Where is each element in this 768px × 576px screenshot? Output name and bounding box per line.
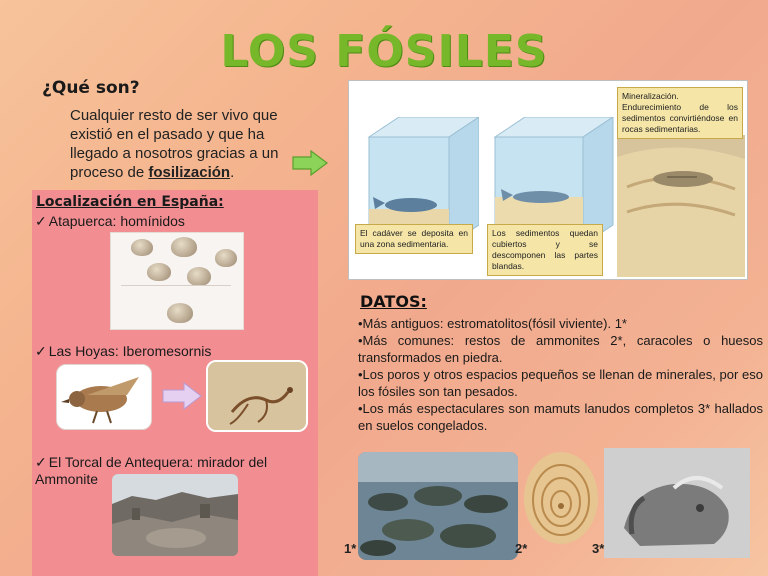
que-son-body: Cualquier resto de ser vivo que existió en el pasado y que ha llegado a nosotros gracias a un proceso de bbox=[70, 107, 279, 181]
label-stage-1: El cadáver se deposita en una zona sedimentaria. bbox=[355, 224, 473, 254]
skull-icon bbox=[171, 237, 197, 257]
checkmark-icon: ✓ bbox=[35, 454, 47, 470]
loc-item-label: Atapuerca: homínidos bbox=[48, 213, 185, 229]
hominid-skulls-image bbox=[110, 232, 244, 330]
datos-heading: DATOS: bbox=[360, 292, 427, 311]
ammonite-image bbox=[520, 446, 602, 550]
skull-icon bbox=[131, 239, 153, 256]
right-arrow-icon bbox=[292, 150, 328, 176]
divider bbox=[121, 285, 231, 286]
torcal-rocks-image bbox=[112, 474, 238, 556]
datos-list bbox=[358, 315, 763, 434]
mammoth-image bbox=[604, 448, 750, 558]
datos-item: •Los poros y otros espacios pequeños se llenan de minerales, por eso los fósiles son tan pesados. bbox=[358, 367, 763, 399]
arrow-icon bbox=[162, 382, 202, 410]
spain-heading: Localización en España: bbox=[36, 194, 224, 210]
photo-label-2: 2* bbox=[515, 541, 528, 556]
skull-icon bbox=[167, 303, 193, 323]
label-stage-2: Los sedimentos quedan cubiertos y se descomponen las partes blandas. bbox=[487, 224, 603, 276]
slide-title: LOS FÓSILES bbox=[220, 26, 548, 77]
skull-icon bbox=[147, 263, 171, 281]
que-son-text bbox=[70, 106, 305, 182]
skull-icon bbox=[215, 249, 237, 267]
loc-item-label: Las Hoyas: Iberomesornis bbox=[48, 343, 212, 359]
stromatolites-image bbox=[358, 452, 518, 560]
stage-3-illustration bbox=[617, 117, 745, 277]
loc-item-label: El Torcal de Antequera: mirador del Ammonite bbox=[35, 454, 268, 487]
bird-fossil-image bbox=[206, 360, 308, 432]
datos-item: •Más antiguos: estromatolitos(fósil viviente). 1* bbox=[358, 316, 627, 331]
photo-label-1: 1* bbox=[344, 541, 357, 556]
loc-item-atapuerca bbox=[35, 213, 185, 230]
skull-icon bbox=[187, 267, 211, 286]
checkmark-icon: ✓ bbox=[35, 213, 47, 229]
photo-label-3: 3* bbox=[592, 541, 605, 556]
datos-item: •Más comunes: restos de ammonites 2*, caracoles o huesos transformados en piedra. bbox=[358, 333, 763, 365]
que-son-heading: ¿Qué son? bbox=[42, 78, 140, 98]
bird-reconstruction-image bbox=[56, 364, 152, 430]
loc-item-las-hoyas bbox=[35, 343, 211, 360]
que-son-period: . bbox=[230, 164, 235, 181]
fosilizacion-term: fosilización bbox=[148, 164, 231, 181]
datos-item: •Los más espectaculares son mamuts lanudos completos 3* hallados en suelos congelados. bbox=[358, 401, 763, 433]
checkmark-icon: ✓ bbox=[35, 343, 47, 359]
fossilization-diagram bbox=[348, 80, 748, 280]
label-stage-3: Mineralización. Endurecimiento de los sedimentos convirtiéndose en rocas sedimentarias. bbox=[617, 87, 743, 139]
